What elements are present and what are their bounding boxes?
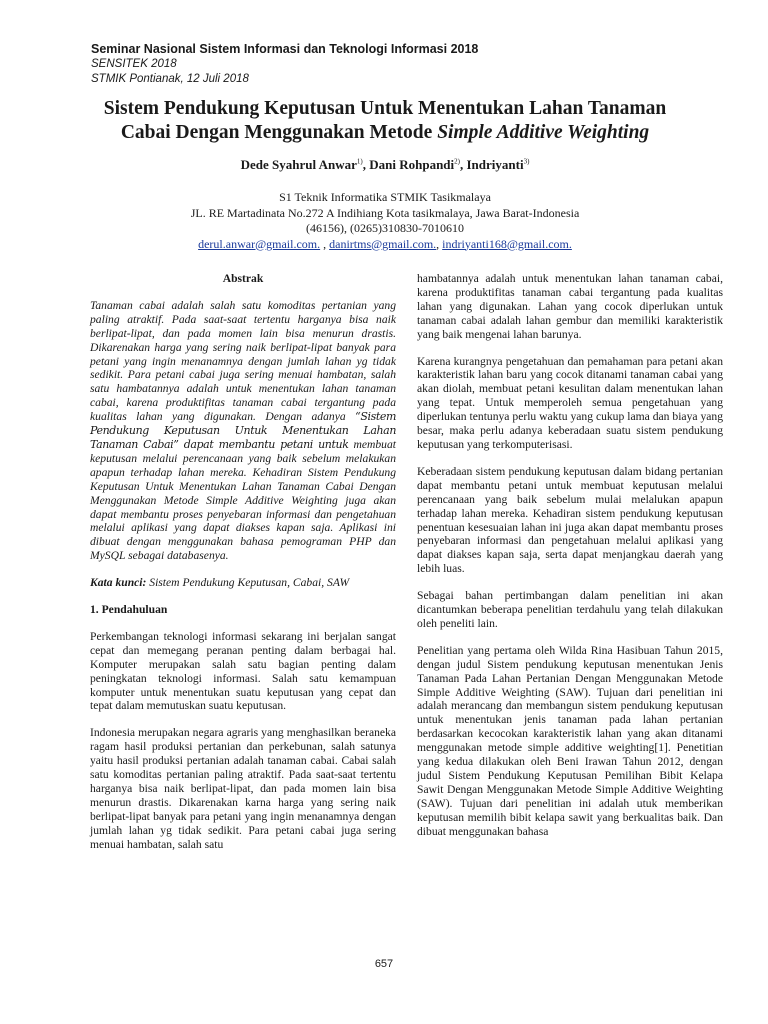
- author-list: [60, 157, 710, 173]
- author-1: Dede Syahrul Anwar: [240, 157, 357, 172]
- intro-paragraph-1: Perkembangan teknologi informasi sekarang ini berjalan sangat cepat dan memegang peranan penting dalam berbagai hal. Komputer merupakan salah satu bagian penting dalam peningkatan teknologi informasi. Salah satu kemampuan komputer untuk menentukan suatu keputusan yang cepat dan tepat dalam memutuskan suatu keputusan.: [90, 629, 396, 713]
- conference-name: Seminar Nasional Sistem Informasi dan Teknologi Informasi 2018: [91, 42, 479, 56]
- email-separator: ,: [436, 236, 443, 251]
- paper-title: [60, 97, 710, 145]
- affiliation-department: S1 Teknik Informatika STMIK Tasikmalaya: [279, 190, 491, 204]
- conference-acronym: SENSITEK 2018: [91, 58, 177, 70]
- abstract-text: [90, 299, 396, 563]
- author-separator: ,: [362, 157, 370, 172]
- title-line-2: [60, 121, 710, 145]
- right-paragraph-3: Keberadaan sistem pendukung keputusan dalam bidang pertanian dapat membantu petani untuk membuat keputusan melalui perencanaan yang baik sebelum mulai melalukan apapun terhadap lahan mereka. Kehadiran sistem pendukung keputusan penentuan kesesuaian lahan ini juga akan dapat membantu proses penyebaran informasi dan pengetahuan melalui aplikasi yang dapat diakses kapan saja, serta dapat menjangkau daerah yang lebih luas.: [417, 464, 723, 576]
- title-line-1: Sistem Pendukung Keputusan Untuk Menentukan Lahan Tanaman: [103, 98, 667, 119]
- email-separator: ,: [320, 236, 330, 251]
- affiliation-block: [60, 190, 710, 252]
- right-paragraph-4: Sebagai bahan pertimbangan dalam penelitian ini akan dicantumkan beberapa penelitian terdahulu yang telah dilakukan oleh peneliti lain.: [417, 589, 723, 630]
- title-line-2-plain: Cabai Dengan Menggunakan Metode: [120, 122, 438, 143]
- keywords: [90, 576, 396, 590]
- abstract-heading: Abstrak: [222, 272, 264, 285]
- page-number: 657: [374, 958, 394, 970]
- intro-paragraph-2: Indonesia merupakan negara agraris yang menghasilkan beraneka ragam hasil produksi pertanian dan perkebunan, salah satunya yaitu hasil produksi pertanian adalah tanaman cabai. Cabai salah satu komoditas pertanian paling atraktif. Pada saat-saat tertentu harganya bisa naik berlipat-lipat, dan pada momen lain bisa menurun drastis. Dikarenakan karna harga yang sering naik berlipat-lipat banyak para petani yang ingin menanamnya dengan jumlah lahan yg tidak sedikit. Para petani cabai juga sering menuai hambatan, salah satu: [90, 726, 396, 851]
- abstract-text-part-2: membuat keputusan melalui perencanaan yang baik sebelum melakukan apapun terhadap lahan mereka. Kehadiran Sistem Pendukung Keputusan Untuk Menentukan Lahan Tanaman Cabai Dengan Menggunakan Metode Simple Additive Weighting juga akan dapat membantu proses penyebaran informasi dan pengetahuan melalui aplikasi yang dapat diakses kapan saja. Aplikasi ini dibuat dengan menggunakan bahasa pemograman PHP dan MySQL sebagai databasenya.: [90, 437, 397, 563]
- affiliation-phone: (46156), (0265)310830-7010610: [306, 221, 464, 235]
- author-emails: [60, 237, 710, 253]
- right-paragraph-2: Karena kurangnya pengetahuan dan pemahaman para petani akan karakteristik lahan baru yang cocok ditanami tanaman cabai yang akan diolah, membuat petani kesulitan dalam menentukan lahan yang tepat. Untuk memperoleh semua pengetahuan yang diperlukan tentunya perlu waktu yang cukup lama dan biaya yang besar, maka perlu adanya keberadaan suatu sistem pendukung keputusan yang terkomputerisasi.: [417, 354, 723, 451]
- author-3-mark: 3): [523, 157, 530, 166]
- affiliation-address: JL. RE Martadinata No.272 A Indihiang Kota tasikmalaya, Jawa Barat-Indonesia: [190, 205, 580, 220]
- keywords-text: Sistem Pendukung Keputusan, Cabai, SAW: [146, 576, 350, 590]
- right-paragraph-1: hambatannya adalah untuk menentukan lahan tanaman cabai, karena produktifitas tanaman cabai tergantung pada kualitas lahan yang digunakan. Lahan yang cocok diperlukan untuk tanaman cabai adalah lahan gembur dan memiliki karakteristik yang baik mengenai lahan barunya.: [417, 272, 723, 341]
- author-2: Dani Rohpandi: [369, 157, 455, 172]
- email-link-2[interactable]: danirtms@gmail.com.: [329, 236, 437, 251]
- title-method-name: Simple Additive Weighting: [437, 122, 650, 143]
- abstract-text-part-1: Tanaman cabai adalah salah satu komoditas pertanian yang paling atraktif. Pada saat-saat tertentu harganya bisa naik berlipat-lipat, dan pada momen lain bisa menurun drastis. Dikarenakan harga yang sering naik berlipat-lipat banyak para petani yang ingin menanamnya dengan jumlah lahan yg tidak sedikit. Para petani cabai juga sering menuai hambatan, salah satu hambatannya adalah untuk menentukan lahan tanaman cabai, karena produktifitas tanaman cabai tergantung pada kualitas lahan yang digunakan. Dengan adanya: [90, 298, 396, 424]
- right-paragraph-5: Penelitian yang pertama oleh Wilda Rina Hasibuan Tahun 2015, dengan judul Sistem pendukung keputusan menentukan Jenis Tanaman Pada Lahan Pertanian Dengan Menggunakan Metode Simple Additive Weighting (SAW). Tujuan dari penelitian ini adalah merancang dan membangun sistem pendukung keputusan untuk menentukan jenis tanaman pada lahan pertanian berdasarkan kecocokan karakteristik lahan yang akan ditanami menggunakan metode simple additive weighting[1]. Penetitian yang kedua dilakukan oleh Beni Irawan Tahun 2012, dengan judul Sistem Pendukung Keputusan Pemilihan Bibit Kelapa Sawit Dengan Menggunakan Metode Simple Additive Weighting (SAW). Tujuan dari penelitian ini adalah utuk memberikan keputusan memilih bibit kelapa sawit yang berkualitas baik. Dan dibuat menggunakan bahasa: [417, 643, 723, 838]
- email-link-1[interactable]: derul.anwar@gmail.com.: [198, 236, 321, 251]
- section-heading-introduction: 1. Pendahuluan: [90, 603, 168, 617]
- email-link-3[interactable]: indriyanti168@gmail.com.: [442, 236, 572, 251]
- author-1-mark: 1): [356, 157, 363, 166]
- author-2-mark: 2): [454, 157, 460, 166]
- right-column: [417, 272, 723, 852]
- conference-venue-date: STMIK Pontianak, 12 Juli 2018: [91, 73, 249, 85]
- abstract-handwritten-phrase: “Sistem Pendukung Keputusan Untuk Menentukan Lahan Tanaman Cabai” dapat membantu petani untuk: [90, 410, 396, 451]
- keywords-label: Kata kunci:: [90, 576, 147, 590]
- conference-header: [91, 42, 691, 87]
- author-separator: ,: [459, 157, 467, 172]
- author-3: Indriyanti: [466, 157, 524, 172]
- left-column: [90, 272, 396, 865]
